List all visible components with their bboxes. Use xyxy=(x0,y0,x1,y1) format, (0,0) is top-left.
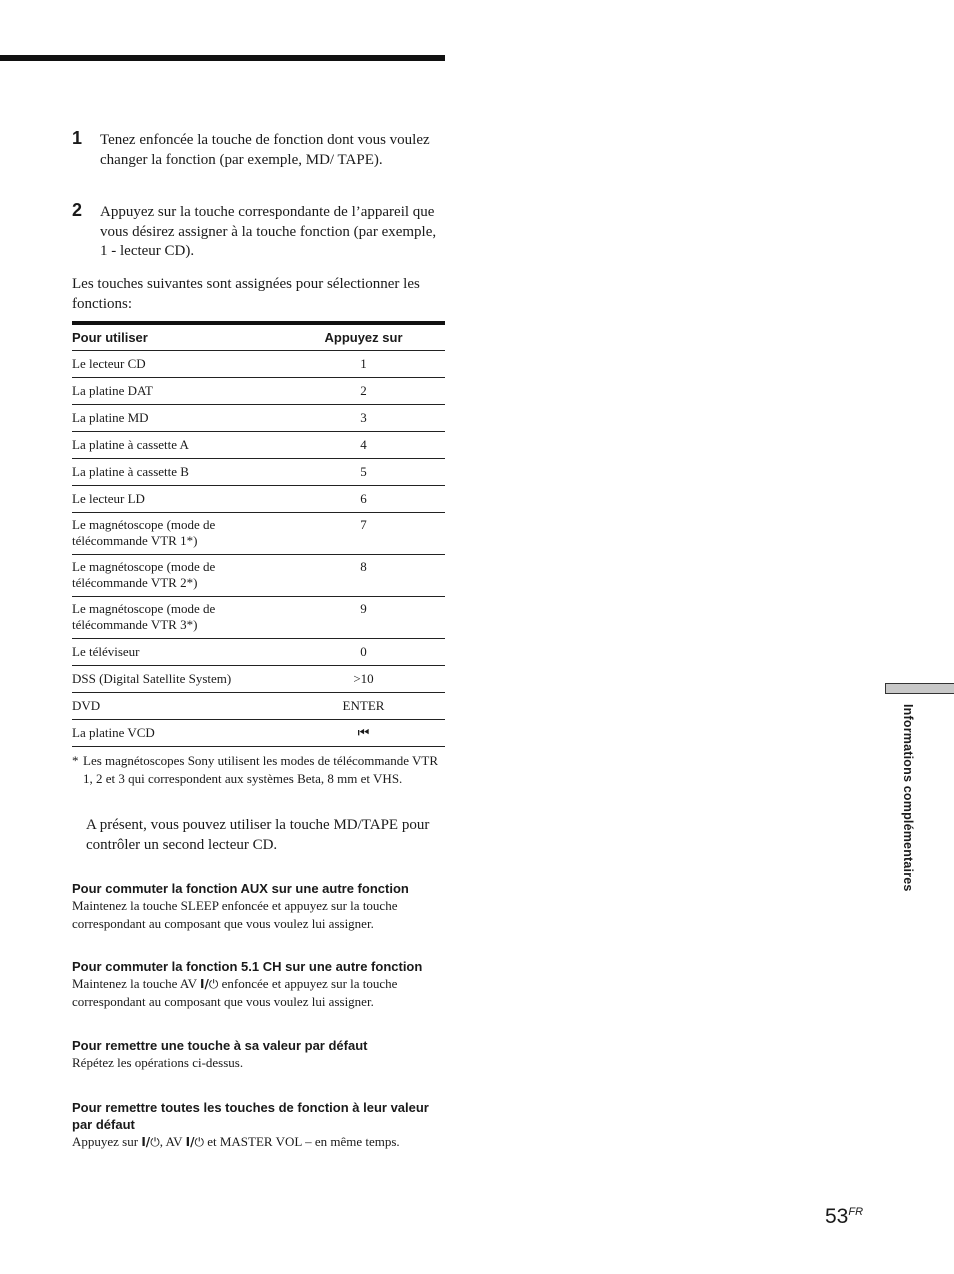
table-row xyxy=(72,351,445,378)
cell-press: 4 xyxy=(282,432,445,459)
cell-use: La platine VCD xyxy=(72,720,282,747)
step-text: Tenez enfoncée la touche de fonction dont vous voulez changer la fonction (par exemple, MD/ TAPE). xyxy=(100,132,430,168)
top-rule xyxy=(0,55,445,61)
section-body xyxy=(72,975,444,1011)
step-number: 1 xyxy=(72,128,83,148)
power-bar-icon: I xyxy=(200,977,205,991)
column-header-use: Pour utiliser xyxy=(72,323,282,351)
power-slash: / xyxy=(204,977,209,991)
table-row xyxy=(72,555,445,597)
step-1 xyxy=(72,128,444,170)
cell-press: 9 xyxy=(282,597,445,639)
cell-press xyxy=(282,720,445,747)
note-paragraph: A présent, vous pouvez utiliser la touche MD/TAPE pour contrôler un second lecteur CD. xyxy=(86,817,430,853)
cell-use: La platine à cassette B xyxy=(72,459,282,486)
footnote-mark: * xyxy=(72,753,79,768)
section-heading: Pour remettre toutes les touches de fonction à leur valeur par défaut xyxy=(72,1100,429,1132)
table-row xyxy=(72,486,445,513)
side-section-label: Informations complémentaires xyxy=(901,704,915,892)
table-row xyxy=(72,513,445,555)
cell-press: 5 xyxy=(282,459,445,486)
power-icon: ⏻ xyxy=(194,1135,204,1149)
cell-press: 2 xyxy=(282,378,445,405)
cell-use: La platine DAT xyxy=(72,378,282,405)
table-header-row xyxy=(72,323,445,351)
cell-use: Le téléviseur xyxy=(72,639,282,666)
section-tab-marker xyxy=(885,683,954,694)
section-heading: Pour remettre une touche à sa valeur par défaut xyxy=(72,1038,368,1053)
cell-use: DSS (Digital Satellite System) xyxy=(72,666,282,693)
column-header-press: Appuyez sur xyxy=(282,323,445,351)
cell-use: Le magnétoscope (mode de télécommande VTR 2*) xyxy=(72,555,282,597)
power-slash: / xyxy=(190,1135,195,1149)
body-text: et MASTER VOL – en même temps. xyxy=(203,1134,400,1149)
cell-press: 0 xyxy=(282,639,445,666)
cell-use: La platine MD xyxy=(72,405,282,432)
power-icon: ⏻ xyxy=(150,1135,160,1149)
body-text: Maintenez la touche AV xyxy=(72,976,201,991)
section-body: Maintenez la touche SLEEP enfoncée et appuyez sur la touche correspondant au composant que vous voulez lui assigner. xyxy=(72,898,398,931)
table-row xyxy=(72,639,445,666)
footnote xyxy=(72,752,444,787)
cell-press: >10 xyxy=(282,666,445,693)
body-text: enfoncée et appuyez sur la touche correspondant au composant que vous voulez lui assigner. xyxy=(72,976,398,1009)
cell-use: Le magnétoscope (mode de télécommande VTR 3*) xyxy=(72,597,282,639)
power-bar-icon: I xyxy=(141,1135,146,1149)
table-row xyxy=(72,666,445,693)
section-heading: Pour commuter la fonction AUX sur une autre fonction xyxy=(72,881,409,896)
cell-press: 3 xyxy=(282,405,445,432)
cell-use: Le lecteur LD xyxy=(72,486,282,513)
section-5-1-ch xyxy=(72,958,444,1011)
page-language-suffix: FR xyxy=(848,1206,864,1218)
table-row xyxy=(72,459,445,486)
cell-press: ENTER xyxy=(282,693,445,720)
section-reset-one xyxy=(72,1037,444,1072)
power-icon: ⏻ xyxy=(208,977,219,991)
skip-back-icon: ⏮ xyxy=(357,726,370,741)
cell-use: Le lecteur CD xyxy=(72,351,282,378)
table-row xyxy=(72,405,445,432)
step-text: Appuyez sur la touche correspondante de l’appareil que vous désirez assigner à la touche fonction (par exemple, 1 - lecteur CD). xyxy=(100,204,437,259)
table-row xyxy=(72,432,445,459)
intro-paragraph: Les touches suivantes sont assignées pour sélectionner les fonctions: xyxy=(72,276,420,312)
table-row xyxy=(72,720,445,747)
footnote-text: Les magnétoscopes Sony utilisent les modes de télécommande VTR 1, 2 et 3 qui correspondent aux systèmes Beta, 8 mm et VHS. xyxy=(83,753,439,786)
table-row xyxy=(72,597,445,639)
step-number: 2 xyxy=(72,200,83,220)
cell-use: La platine à cassette A xyxy=(72,432,282,459)
section-heading: Pour commuter la fonction 5.1 CH sur une autre fonction xyxy=(72,959,423,974)
cell-press: 1 xyxy=(282,351,445,378)
step-2 xyxy=(72,200,444,262)
table-row xyxy=(72,693,445,720)
section-body xyxy=(72,1133,444,1151)
cell-press: 6 xyxy=(282,486,445,513)
cell-use: DVD xyxy=(72,693,282,720)
page-number-value: 53 xyxy=(825,1205,849,1228)
power-bar-icon: I xyxy=(185,1135,191,1149)
section-aux xyxy=(72,880,444,933)
section-reset-all xyxy=(72,1099,444,1151)
cell-press: 8 xyxy=(282,555,445,597)
body-text: , AV xyxy=(159,1134,186,1149)
section-body: Répétez les opérations ci-dessus. xyxy=(72,1055,244,1070)
table-row xyxy=(72,378,445,405)
cell-use: Le magnétoscope (mode de télécommande VTR 1*) xyxy=(72,513,282,555)
cell-press: 7 xyxy=(282,513,445,555)
page-number xyxy=(825,1205,863,1229)
body-text: Appuyez sur xyxy=(72,1134,142,1149)
function-table xyxy=(72,321,445,747)
power-slash: / xyxy=(145,1135,151,1149)
